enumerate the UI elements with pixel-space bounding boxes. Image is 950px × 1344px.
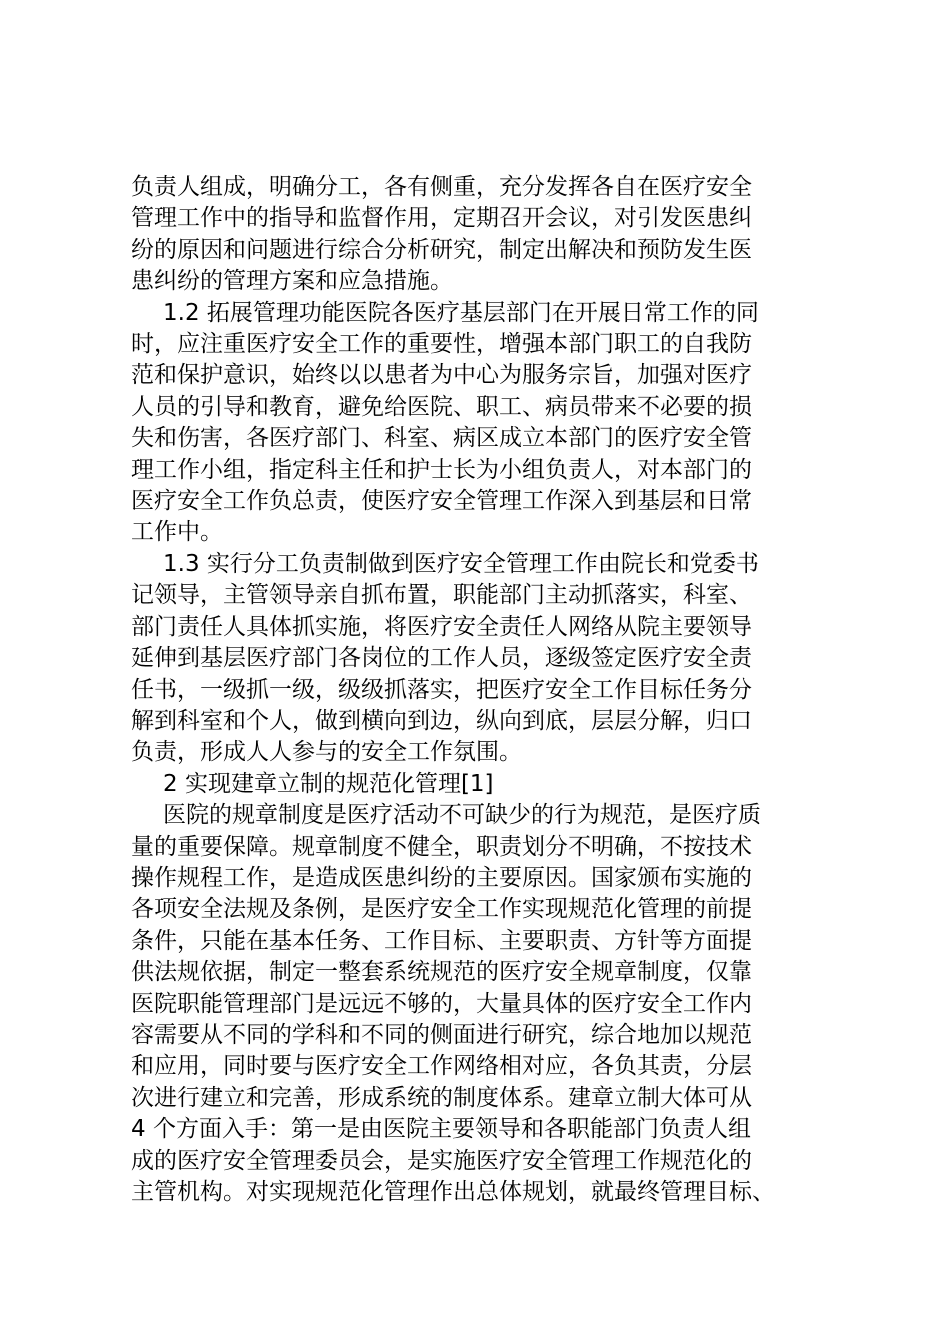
- text-line: 1.2 拓展管理功能医院各医疗基层部门在开展日常工作的同: [163, 299, 759, 326]
- text-line: 主管机构。对实现规范化管理作出总体规划，就最终管理目标、: [131, 1179, 775, 1205]
- text-line: 医院职能管理部门是远远不够的，大量具体的医疗安全工作内: [131, 990, 752, 1017]
- paragraph-regulations: [131, 800, 823, 1208]
- text-line: 条件，只能在基本任务、工作目标、主要职责、方针等方面提: [131, 927, 752, 954]
- text-line: 范和保护意识，始终以以患者为中心为服务宗旨，加强对医疗: [131, 362, 752, 389]
- text-line: 人员的引导和教育，避免给医院、职工、病员带来不必要的损: [131, 393, 752, 420]
- text-line: 4 个方面入手：第一是由医院主要领导和各职能部门负责人组: [131, 1116, 751, 1143]
- text-line: 操作规程工作，是造成医患纠纷的主要原因。国家颁布实施的: [131, 864, 752, 891]
- text-line: 量的重要保障。规章制度不健全，职责划分不明确，不按技术: [131, 833, 752, 860]
- text-line: 医院的规章制度是医疗活动不可缺少的行为规范，是医疗质: [163, 802, 761, 829]
- text-line: 延伸到基层医疗部门各岗位的工作人员，逐级签定医疗安全责: [131, 645, 752, 672]
- document-body: [131, 172, 823, 1208]
- text-line: 记领导，主管领导亲自抓布置，职能部门主动抓落实，科室、: [131, 582, 752, 609]
- text-line: 和应用，同时要与医疗安全工作网络相对应，各负其责，分层: [131, 1053, 752, 1080]
- text-line: 解到科室和个人，做到横向到边，纵向到底，层层分解，归口: [131, 707, 752, 734]
- text-line: 任书，一级抓一级，级级抓落实，把医疗安全工作目标任务分: [131, 676, 752, 703]
- text-line: 工作中。: [131, 519, 223, 546]
- text-line: 患纠纷的管理方案和应急措施。: [131, 268, 453, 295]
- text-line: 纷的原因和问题进行综合分析研究，制定出解决和预防发生医: [131, 236, 752, 263]
- text-line: 部门责任人具体抓实施，将医疗安全责任人网络从院主要领导: [131, 613, 752, 640]
- text-line: 次进行建立和完善，形成系统的制度体系。建章立制大体可从: [131, 1084, 752, 1111]
- text-line: 管理工作中的指导和监督作用，定期召开会议，对引发医患纠: [131, 205, 752, 232]
- text-line: 负责，形成人人参与的安全工作氛围。: [131, 739, 522, 766]
- paragraph-committee: [131, 172, 823, 298]
- text-line: 时，应注重医疗安全工作的重要性，增强本部门职工的自我防: [131, 331, 752, 358]
- text-line: 1.3 实行分工负责制做到医疗安全管理工作由院长和党委书: [163, 550, 759, 577]
- text-line: 供法规依据，制定一整套系统规范的医疗安全规章制度，仅靠: [131, 959, 752, 986]
- section-heading-text: 2 实现建章立制的规范化管理[1]: [163, 770, 494, 797]
- text-line: 各项安全法规及条例，是医疗安全工作实现规范化管理的前提: [131, 896, 752, 923]
- text-line: 理工作小组，指定科主任和护士长为小组负责人，对本部门的: [131, 456, 752, 483]
- text-line: 失和伤害，各医疗部门、科室、病区成立本部门的医疗安全管: [131, 425, 752, 452]
- text-line: 医疗安全工作负总责，使医疗安全管理工作深入到基层和日常: [131, 488, 752, 515]
- text-line: 负责人组成，明确分工，各有侧重，充分发挥各自在医疗安全: [131, 174, 752, 200]
- text-line: 容需要从不同的学科和不同的侧面进行研究，综合地加以规范: [131, 1021, 752, 1048]
- paragraph-section-1-3: [131, 549, 823, 769]
- section-heading-2: [131, 769, 823, 800]
- text-line: 成的医疗安全管理委员会，是实施医疗安全管理工作规范化的: [131, 1147, 752, 1174]
- paragraph-section-1-2: [131, 298, 823, 549]
